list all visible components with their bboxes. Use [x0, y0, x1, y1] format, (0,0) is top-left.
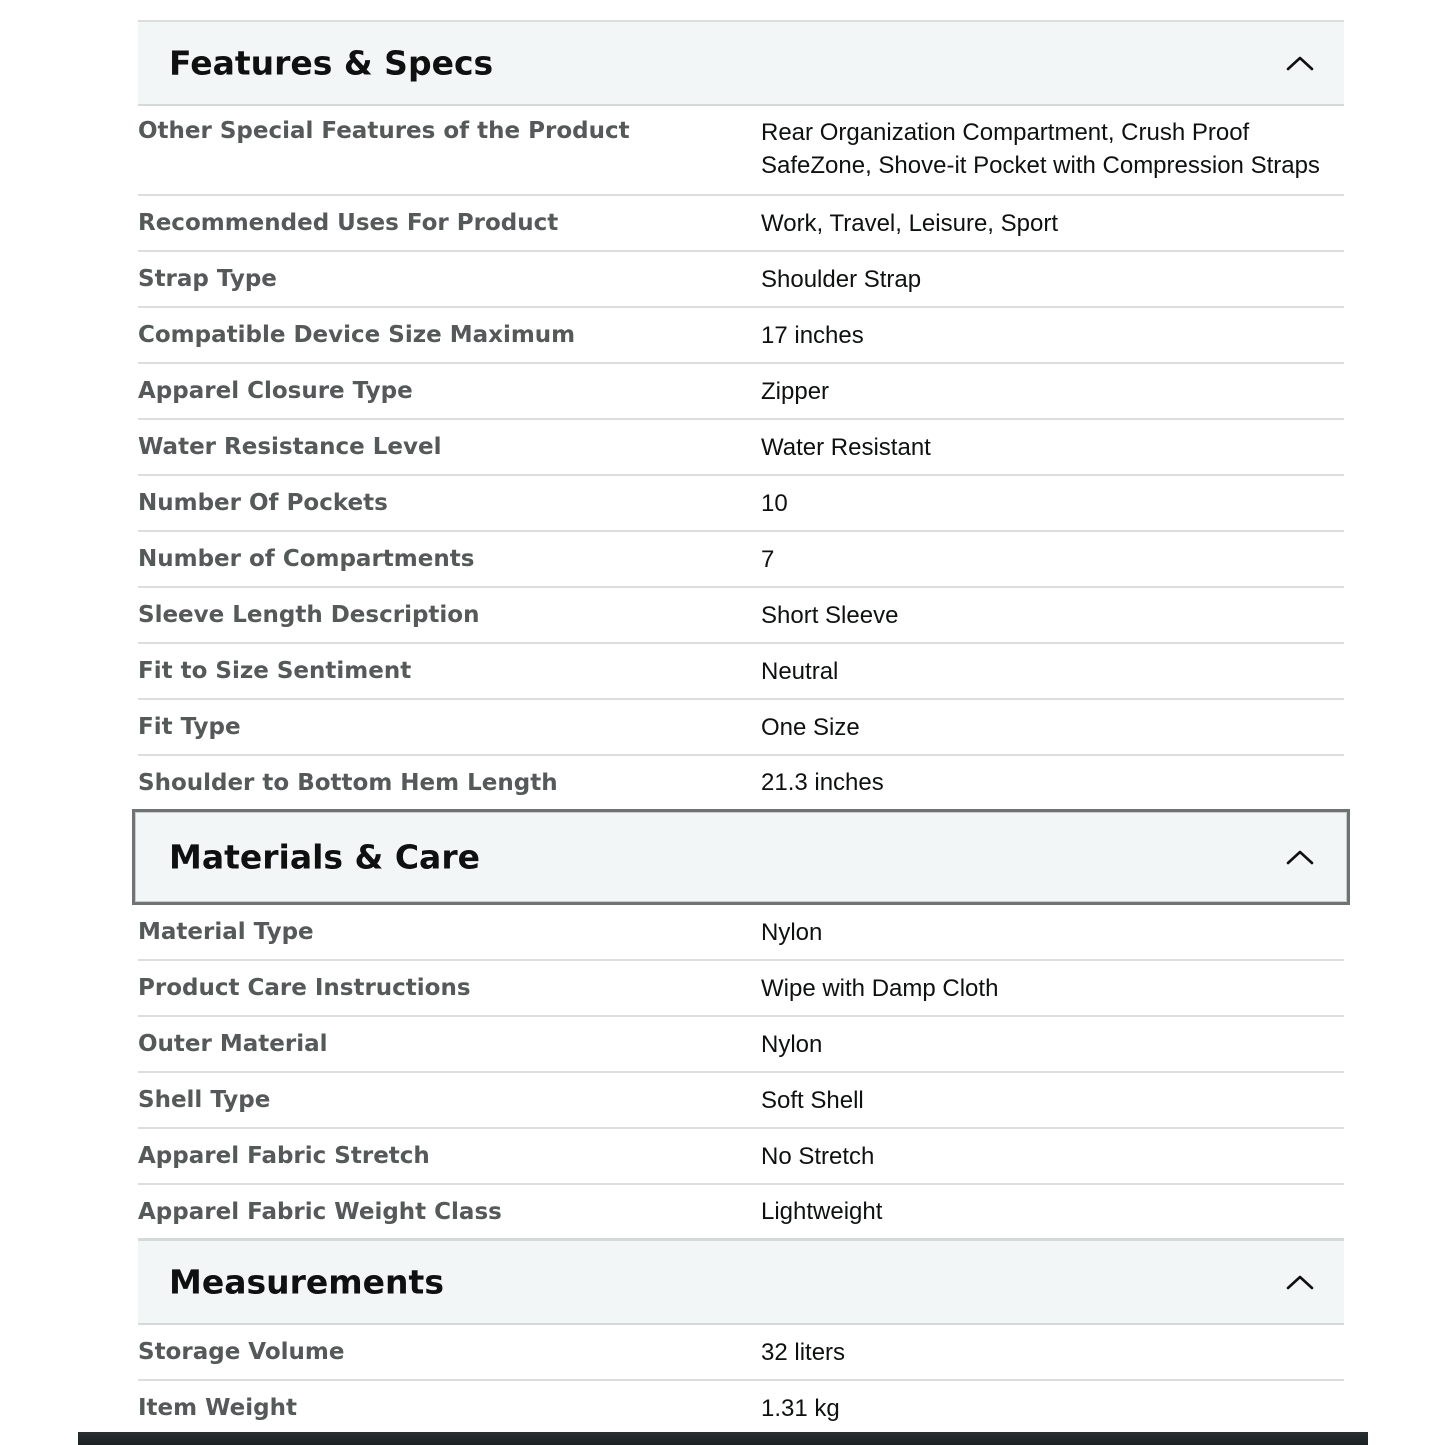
section-header-materials-care[interactable] [132, 809, 1350, 905]
materials-care-table [138, 905, 1344, 1241]
spec-row [138, 700, 1344, 756]
spec-value: Short Sleeve [761, 601, 899, 629]
spec-row [138, 532, 1344, 588]
chevron-up-icon[interactable] [1286, 55, 1314, 71]
spec-value: Rear Organization Compartment, Crush Proof SafeZone, Shove-it Pocket with Compression Straps [761, 119, 1320, 179]
spec-row [138, 1017, 1344, 1073]
spec-label: Shoulder to Bottom Hem Length [138, 769, 558, 796]
spec-label: Other Special Features of the Product [138, 118, 630, 144]
bottom-bar [78, 1432, 1368, 1445]
spec-row [138, 961, 1344, 1017]
chevron-up-icon[interactable] [1286, 849, 1314, 865]
spec-row [138, 1073, 1344, 1129]
features-specs-table [138, 106, 1344, 809]
spec-label: Fit Type [138, 714, 241, 740]
spec-value: 10 [761, 489, 788, 517]
spec-row [138, 1325, 1344, 1381]
spec-row [138, 308, 1344, 364]
spec-label: Material Type [138, 919, 314, 945]
section-title: Measurements [169, 1262, 444, 1302]
spec-row [138, 196, 1344, 252]
spec-label: Item Weight [138, 1395, 297, 1421]
spec-row [138, 1381, 1344, 1437]
spec-label: Outer Material [138, 1031, 328, 1057]
spec-label: Sleeve Length Description [138, 602, 480, 628]
spec-label: Water Resistance Level [138, 434, 442, 460]
spec-label: Apparel Fabric Stretch [138, 1143, 430, 1169]
spec-value: Soft Shell [761, 1086, 864, 1114]
spec-value: Work, Travel, Leisure, Sport [761, 209, 1058, 237]
spec-row [138, 364, 1344, 420]
spec-value: One Size [761, 713, 860, 741]
spec-value: Nylon [761, 918, 823, 946]
spec-label: Fit to Size Sentiment [138, 658, 412, 684]
measurements-table [138, 1325, 1344, 1437]
spec-row [138, 1129, 1344, 1185]
spec-value: 32 liters [761, 1338, 846, 1366]
spec-value: 7 [761, 545, 775, 573]
spec-label: Shell Type [138, 1087, 271, 1113]
spec-value: No Stretch [761, 1142, 875, 1170]
spec-row [138, 476, 1344, 532]
spec-row [138, 1185, 1344, 1241]
spec-row [138, 756, 1344, 809]
product-details-accordion [138, 20, 1344, 1437]
spec-label: Recommended Uses For Product [138, 210, 559, 236]
spec-value: 17 inches [761, 321, 864, 349]
spec-row [138, 905, 1344, 961]
spec-value: Lightweight [761, 1198, 883, 1225]
spec-value: Zipper [761, 377, 830, 405]
spec-value: Wipe with Damp Cloth [761, 974, 999, 1002]
section-title: Materials & Care [169, 837, 480, 877]
spec-label: Strap Type [138, 266, 277, 292]
spec-label: Number Of Pockets [138, 490, 388, 516]
spec-label: Compatible Device Size Maximum [138, 322, 576, 348]
spec-value: Water Resistant [761, 433, 931, 461]
chevron-up-icon[interactable] [1286, 1274, 1314, 1290]
spec-row [138, 420, 1344, 476]
spec-value: Neutral [761, 657, 839, 685]
spec-row [138, 252, 1344, 308]
spec-label: Storage Volume [138, 1339, 345, 1365]
spec-value: 1.31 kg [761, 1394, 840, 1422]
section-header-features-specs[interactable] [138, 22, 1344, 106]
spec-label: Number of Compartments [138, 546, 475, 572]
spec-value: Shoulder Strap [761, 265, 922, 293]
spec-label: Apparel Fabric Weight Class [138, 1198, 502, 1225]
spec-row [138, 644, 1344, 700]
spec-value: 21.3 inches [761, 769, 884, 796]
spec-row [138, 588, 1344, 644]
section-title: Features & Specs [169, 43, 494, 83]
spec-value: Nylon [761, 1030, 823, 1058]
spec-row [138, 106, 1344, 196]
spec-label: Product Care Instructions [138, 975, 471, 1001]
spec-label: Apparel Closure Type [138, 378, 413, 404]
section-header-measurements[interactable] [138, 1241, 1344, 1325]
